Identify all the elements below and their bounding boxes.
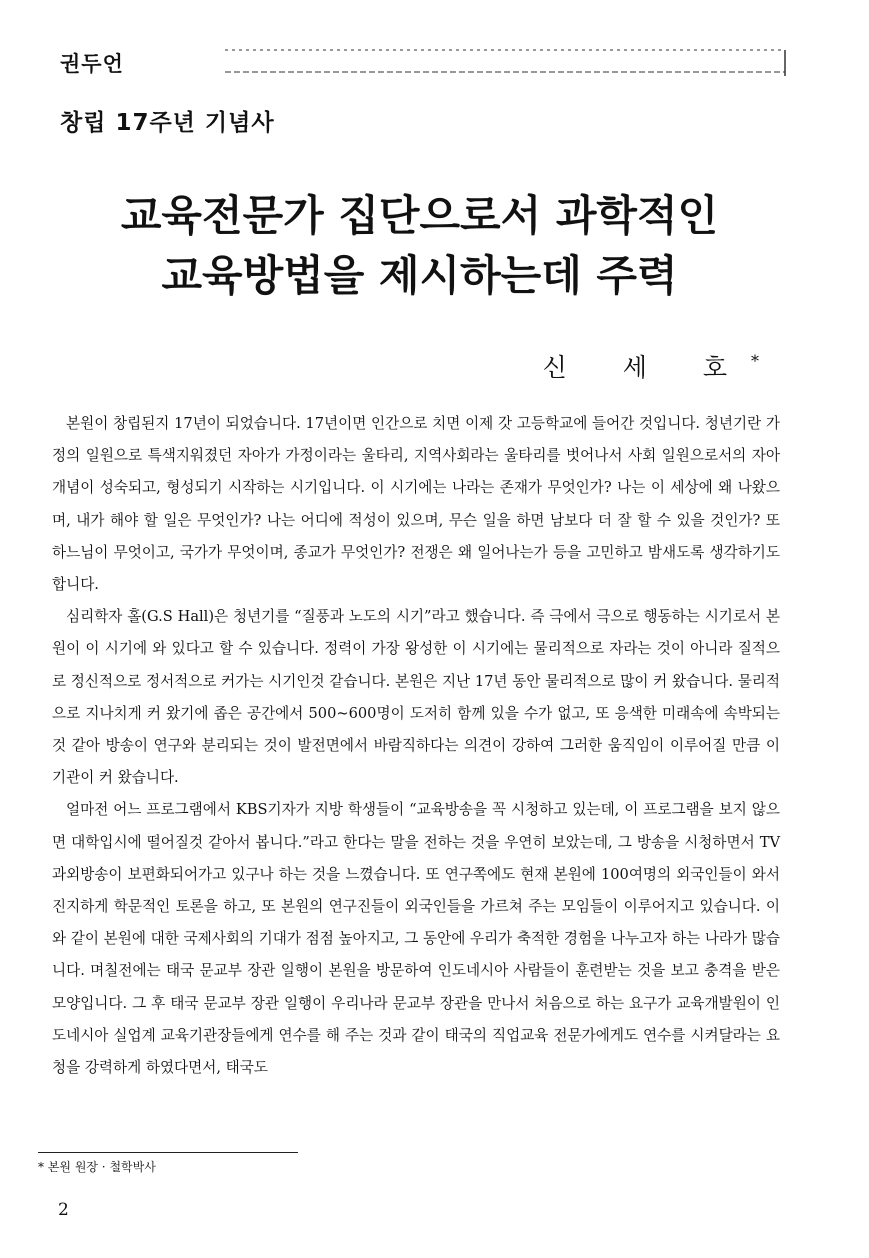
footnote: * 본원 원장 · 철학박사 (38, 1160, 156, 1174)
footnote-divider (38, 1152, 298, 1153)
author-name (543, 348, 759, 384)
subheading: 창립 17주년 기념사 (60, 110, 275, 136)
paragraph: 본원이 창립된지 17년이 되었습니다. 17년이면 인간으로 치면 이제 갓 고등학교에 들어간 것입니다. 청년기란 가정의 일원으로 특색지워졌던 자아가 가정이라는 울타리, 지역사회라는 울타리를 벗어나서 사회 일원으로서의 자아개념이 성숙되고, 형성되기 시작하는 시기입니다. 이 시기에는 나라는 존재가 무엇인가? 나는 이 세상에 왜 나왔으며, 내가 해야 할 일은 무엇인가? 나는 어디에 적성이 있으며, 무슨 일을 하면 남보다 더 잘 할 수 있을 것인가? 또 하느님이 무엇이고, 국가가 무엇이며, 종교가 무엇인가? 전쟁은 왜 일어나는가 등을 고민하고 밤새도록 생각하기도 합니다. (52, 415, 780, 594)
paragraph: 심리학자 홀(G.S Hall)은 청년기를 “질풍과 노도의 시기”라고 했습니다. 즉 극에서 극으로 행동하는 시기로서 본원이 이 시기에 와 있다고 할 수 있습니다. 정력이 가장 왕성한 이 시기에는 물리적으로 자라는 것이 아니라 질적으로 정신적으로 정서적으로 커가는 시기인것 같습니다. 본원은 지난 17년 동안 물리적으로 많이 커 왔습니다. 물리적으로 지나치게 커 왔기에 좁은 공간에서 500~600명이 도저히 함께 있을 수가 없고, 또 응색한 미래속에 속박되는 것 같아 방송이 연구와 분리되는 것이 발전면에서 바람직하다는 의견이 강하여 그러한 움직임이 이루어질 만큼 이 기관이 커 왔습니다. (52, 608, 780, 787)
title-line-2: 교육방법을 제시하는데 주력 (161, 251, 678, 300)
section-label: 권두언 (60, 52, 124, 76)
page-number: 2 (58, 1200, 69, 1220)
header-rule (225, 46, 788, 76)
title-line-1: 교육전문가 집단으로서 과학적인 (120, 191, 719, 240)
author-name-text: 신 세 호 (542, 353, 751, 382)
author-footnote-marker: * (751, 351, 759, 371)
paragraph: 얼마전 어느 프로그램에서 KBS기자가 지방 학생들이 “교육방송을 꼭 시청하고 있는데, 이 프로그램을 보지 않으면 대학입시에 떨어질것 같아서 봅니다.”라고 한다는 말을 전하는 것을 우연히 보았는데, 그 방송을 시청하면서 TV과외방송이 보편화되어가고 있구나 하는 것을 느꼈습니다. 또 연구쪽에도 현재 본원에 100여명의 외국인들이 와서 진지하게 학문적인 토론을 하고, 또 본원의 연구진들이 외국인들을 가르쳐 주는 모임들이 이루어지고 있습니다. 이와 같이 본원에 대한 국제사회의 기대가 점점 높아지고, 그 동안에 우리가 축적한 경험을 나누고자 하는 나라가 많습니다. 며칠전에는 태국 문교부 장관 일행이 본원을 방문하여 인도네시아 사람들이 훈련받는 것을 보고 충격을 받은 모양입니다. 그 후 태국 문교부 장관 일행이 우리나라 문교부 장관을 만나서 처음으로 하는 요구가 교육개발원이 인도네시아 실업계 교육기관장들에게 연수를 해 주는 것과 같이 태국의 직업교육 전문가에게도 연수를 시켜달라는 요청을 강력하게 하였다면서, 태국도 (52, 801, 780, 1077)
article-body (52, 408, 780, 1084)
